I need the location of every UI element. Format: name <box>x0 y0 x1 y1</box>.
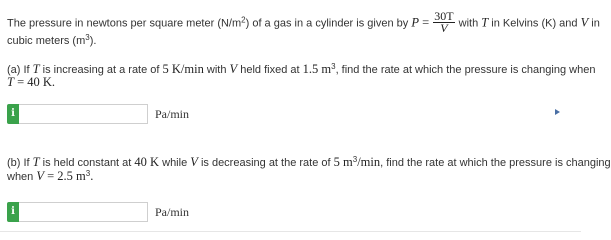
part-a-unit-label: Pa/min <box>155 107 190 121</box>
rate-unit: K/min <box>168 62 204 76</box>
part-b-prompt-line-2 <box>7 169 93 184</box>
mouse-cursor-icon <box>555 109 560 115</box>
intro-text: with <box>455 17 482 30</box>
part-b-text: , find the rate at which the pressure is changing <box>380 157 611 169</box>
part-b-text: . <box>90 169 94 183</box>
intro-text: ). <box>89 35 97 47</box>
temperature-variable: T <box>481 15 489 30</box>
bottom-divider <box>0 231 581 232</box>
exponent: 3 <box>331 62 336 71</box>
part-a-text: (a) If <box>7 64 33 76</box>
part-a-text: is increasing at a rate of <box>39 64 163 76</box>
temperature-variable: T <box>7 75 14 89</box>
rate-unit: m <box>343 155 353 169</box>
part-b-text: (b) If <box>7 157 33 169</box>
intro-text: ) of a gas in a cylinder is given by <box>245 17 412 30</box>
rate-value: 5 <box>333 155 344 169</box>
temperature-value: 40 K <box>134 155 160 169</box>
part-b-unit-label: Pa/min <box>155 205 190 219</box>
volume-value: 1.5 <box>302 62 319 76</box>
part-a-text: , find the rate at which the pressure is changing when <box>335 64 596 76</box>
intro-text: The pressure in newtons per square meter (N/m <box>7 17 242 30</box>
part-b-text: while <box>159 157 191 169</box>
part-a-answer-row <box>7 104 207 124</box>
rate-value: 5 <box>162 62 169 76</box>
part-a-answer-input[interactable] <box>19 104 148 124</box>
part-a-text: with <box>203 64 230 76</box>
part-b-text: when <box>7 171 37 183</box>
problem-intro-line-2 <box>7 34 96 48</box>
exponent: 3 <box>85 169 91 178</box>
volume-variable: V <box>190 155 198 169</box>
exponent: 2 <box>241 15 246 25</box>
exponent: 3 <box>352 155 358 164</box>
part-a-prompt-line-1 <box>7 62 595 77</box>
temperature-variable: T <box>32 155 40 169</box>
pressure-formula-fraction <box>433 11 454 34</box>
fraction-denominator: V <box>440 21 448 35</box>
part-b-text: is decreasing at the rate of <box>197 157 334 169</box>
volume-variable: V <box>36 169 44 183</box>
volume-variable: V <box>229 62 238 76</box>
equals-sign: = <box>418 15 433 30</box>
part-b-prompt-line-1 <box>7 155 611 170</box>
pressure-variable: P <box>411 15 419 30</box>
volume-unit: m <box>318 62 332 76</box>
intro-text: in Kelvins (K) and <box>488 17 581 30</box>
intro-text: in <box>588 17 600 30</box>
part-a-prompt-line-2 <box>7 75 55 90</box>
volume-variable: V <box>580 15 589 30</box>
part-b-text: is held constant at <box>39 157 135 169</box>
info-icon[interactable]: i <box>7 104 19 124</box>
condition-value: = 2.5 m <box>44 169 86 183</box>
info-icon[interactable]: i <box>7 202 19 222</box>
problem-intro-line-1 <box>7 9 600 35</box>
fraction-numerator: 30T <box>434 9 454 23</box>
rate-unit: /min <box>357 155 381 169</box>
exponent: 3 <box>85 33 90 42</box>
part-a-text: held fixed at <box>237 64 303 76</box>
intro-text: cubic meters (m <box>7 35 86 47</box>
temperature-variable: T <box>32 62 40 76</box>
part-b-answer-row <box>7 202 207 222</box>
condition-value: = 40 K. <box>13 75 56 89</box>
part-b-answer-input[interactable] <box>19 202 148 222</box>
